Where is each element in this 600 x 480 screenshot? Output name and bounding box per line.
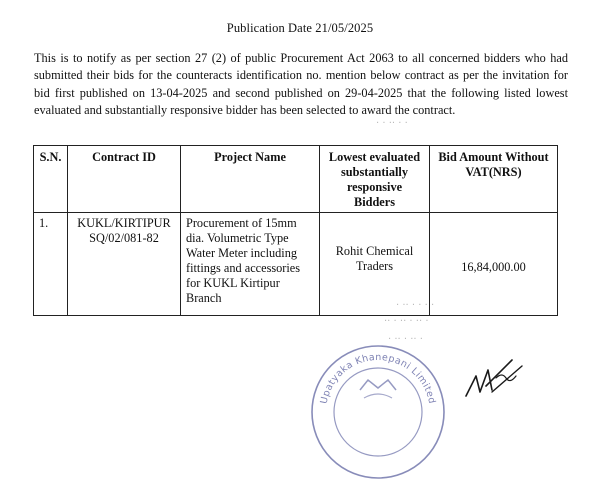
cell-bidder	[320, 213, 430, 316]
bid-amount: 16,84,000.00	[461, 260, 526, 274]
cell-project-name: Procurement of 15mm dia. Volumetric Type Water Meter including fittings and accessories for KUKL Kirtipur Branch	[181, 213, 320, 316]
seal-text: Upatyaka Khanepani Limited	[318, 351, 438, 405]
table-header-row	[34, 146, 558, 213]
cell-sn: 1.	[34, 213, 68, 316]
award-table	[33, 145, 558, 316]
office-seal	[308, 340, 448, 480]
bidder-name: Rohit Chemical Traders	[335, 244, 414, 273]
notice-intro-paragraph: This is to notify as per section 27 (2) of public Procurement Act 2063 to all concerned bidders who had submitted their bids for the counteracts identification no. mention below contract as per the invitation for bid first published on 13-04-2025 and second published on 29-04-2025 that the following listed lowest evaluated and substantially responsive bidder has been selected to award the contract.	[34, 51, 568, 117]
publication-date: Publication Date 21/05/2025	[226, 21, 374, 35]
table-row	[34, 213, 558, 316]
header-amount: Bid Amount Without VAT(NRS)	[430, 146, 558, 213]
bleed-through-mark: · · ·· · ·	[376, 118, 408, 129]
cell-contract-id: KUKL/KIRTIPUR SQ/02/081-82	[68, 213, 181, 316]
bleed-through-mark: · ·· · · · ·	[396, 300, 435, 311]
header-sn: S.N.	[34, 146, 68, 213]
cell-amount	[430, 213, 558, 316]
signature	[462, 356, 526, 400]
bleed-through-mark: · ·· · ·· ·	[388, 334, 423, 345]
bleed-through-mark: ·· · ·· · ·· ·	[384, 316, 429, 327]
header-project-name: Project Name	[181, 146, 320, 213]
header-bidder: Lowest evaluated substantially responsive Bidders	[320, 146, 430, 213]
header-contract-id: Contract ID	[68, 146, 181, 213]
